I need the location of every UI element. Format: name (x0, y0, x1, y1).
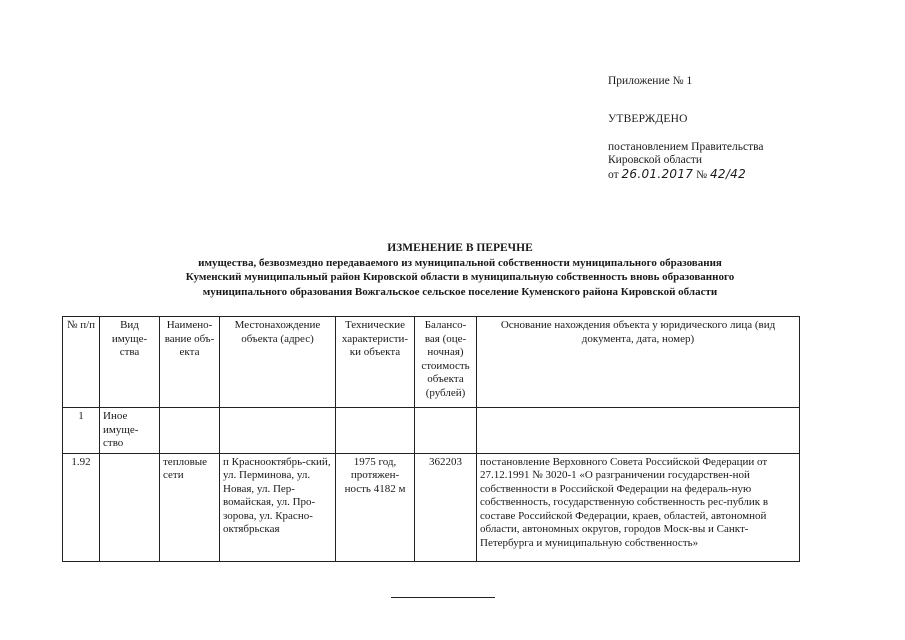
cell-property-type: Иное имуще-ство (100, 408, 160, 454)
cell-property-type (100, 453, 160, 561)
cell-location: п Краснооктябрь-ский, ул. Перминова, ул. Новая, ул. Пер-вомайская, ул. Про-зорова, ул. Красно-октябрьская (220, 453, 336, 561)
annex-label: Приложение № 1 (608, 75, 693, 87)
header-number: № п/п (63, 317, 100, 408)
header-object-name: Наимено-вание объ-екта (160, 317, 220, 408)
header-technical-specs: Технические характеристи-ки объекта (336, 317, 415, 408)
header-location: Местонахождение объекта (адрес) (220, 317, 336, 408)
cell-technical-specs: 1975 год, протяжен-ность 4182 м (336, 453, 415, 561)
approval-date-line (608, 167, 746, 182)
header-book-value: Балансо-вая (оце-ночная) стоимость объекта (рублей) (415, 317, 477, 408)
cell-object-name (160, 408, 220, 454)
header-basis: Основание нахождения объекта у юридического лица (вид документа, дата, номер) (477, 317, 800, 408)
title-line-3: Куменский муниципальный район Кировской области в муниципальную собственность вновь образованного (185, 271, 735, 283)
cell-object-name: тепловые сети (160, 453, 220, 561)
cell-basis (477, 408, 800, 454)
cell-basis: постановление Верховного Совета Российской Федерации от 27.12.1991 № 3020-1 «О разграничении государствен-ной собственности в Российской Федерации на федераль-ную собственность, государственную собственность рес-публик в составе Российской Федерации, краев, областей, автономной области, автономных округов, городов Моск-вы и Санкт-Петербурга и муниципальную собственность» (477, 453, 800, 561)
title-line-4: муниципального образования Вожгальское сельское поселение Куменского района Кировской области (202, 285, 718, 298)
closing-rule (391, 597, 495, 598)
handwritten-number: 42/42 (709, 167, 747, 181)
table-row (63, 453, 800, 561)
cell-location (220, 408, 336, 454)
property-table (62, 316, 800, 562)
number-prefix: № (696, 169, 708, 181)
table-row (63, 408, 800, 454)
title-line-1: ИЗМЕНЕНИЕ В ПЕРЕЧНЕ (387, 242, 533, 254)
table-header-row (63, 317, 800, 408)
date-prefix: от (608, 169, 619, 181)
title-line-2: имущества, безвозмездно передаваемого из муниципальной собственности муниципального образования (198, 256, 722, 269)
cell-book-value (415, 408, 477, 454)
approved-stamp: УТВЕРЖДЕНО (608, 113, 688, 125)
approval-line-2: Кировской области (608, 154, 703, 166)
cell-book-value: 362203 (415, 453, 477, 561)
header-property-type: Вид имуще-ства (100, 317, 160, 408)
cell-number: 1.92 (63, 453, 100, 561)
cell-number: 1 (63, 408, 100, 454)
handwritten-date: 26.01.2017 (621, 167, 694, 181)
cell-technical-specs (336, 408, 415, 454)
document-title (120, 241, 800, 299)
approval-line-1: постановлением Правительства (608, 141, 764, 153)
